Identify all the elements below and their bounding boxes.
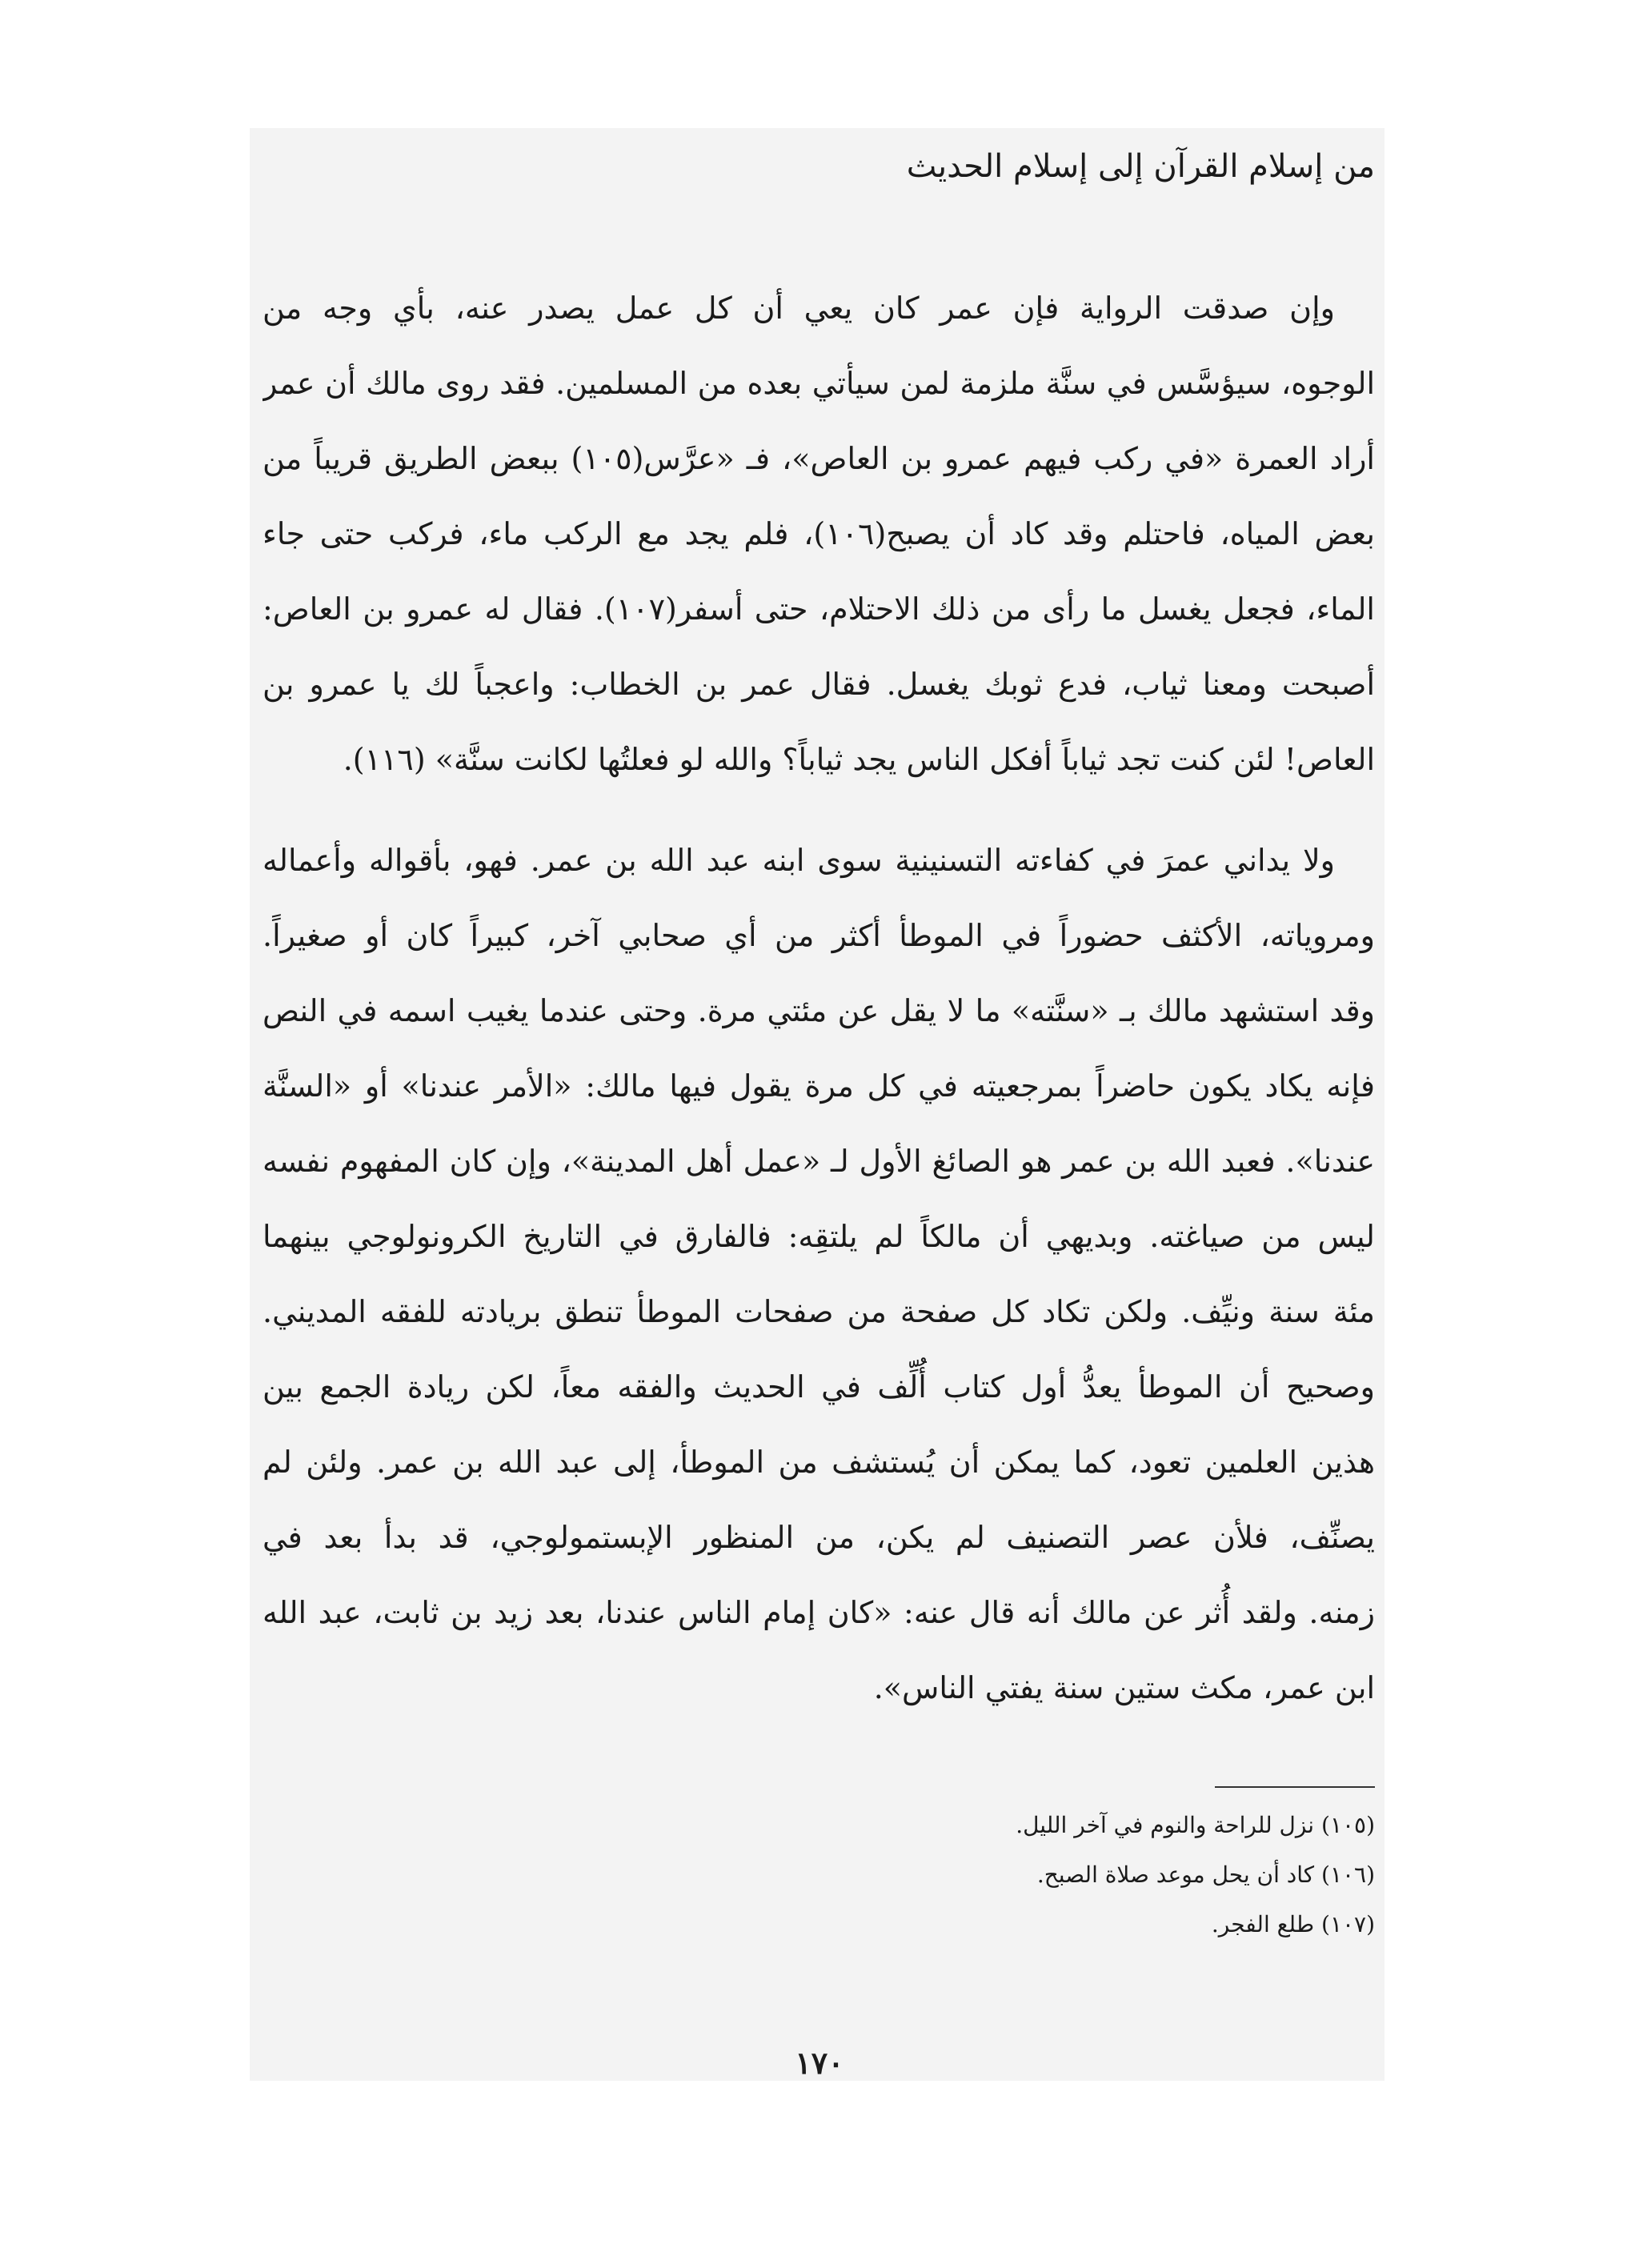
footnotes <box>262 1801 1375 1949</box>
text-line: زمنه. ولقد أُثر عن مالك أنه قال عنه: «كان إمام الناس عندنا، بعد زيد بن ثابت، عبد الله <box>262 1595 1375 1630</box>
text-line: فإنه يكاد يكون حاضراً بمرجعيته في كل مرة يقول فيها مالك: «الأمر عندنا» أو «السنَّة <box>262 1068 1375 1104</box>
text-line: ابن عمر، مكث ستين سنة يفتي الناس». <box>873 1670 1375 1705</box>
text-line: وإن صدقت الرواية فإن عمر كان يعي أن كل عمل يصدر عنه، بأي وجه من <box>262 291 1335 326</box>
text-line: الوجوه، سيؤسَّس في سنَّة ملزمة لمن سيأتي بعده من المسلمين. فقد روى مالك أن عمر <box>262 366 1375 401</box>
running-header: من إسلام القرآن إلى إسلام الحديث <box>906 148 1375 185</box>
footnote: (١٠٧) طلع الفجر. <box>1211 1911 1375 1937</box>
text-line: عندنا». فعبد الله بن عمر هو الصائغ الأول لـ «عمل أهل المدينة»، وإن كان المفهوم نفسه <box>262 1144 1375 1179</box>
body-text <box>262 270 1375 1725</box>
footnote: (١٠٥) نزل للراحة والنوم في آخر الليل. <box>1016 1812 1375 1838</box>
text-line: ولا يداني عمرَ في كفاءته التسنينية سوى ابنه عبد الله بن عمر. فهو، بأقواله وأعماله <box>262 843 1335 878</box>
paragraph-1 <box>262 270 1375 797</box>
text-line: ومروياته، الأكثف حضوراً في الموطأ أكثر من أي صحابي آخر، كبيراً كان أو صغيراً. <box>262 918 1375 953</box>
paragraph-2 <box>262 823 1375 1725</box>
footnote: (١٠٦) كاد أن يحل موعد صلاة الصبح. <box>1036 1861 1375 1888</box>
text-line: هذين العلمين تعود، كما يمكن أن يُستشف من الموطأ، إلى عبد الله بن عمر. ولئن لم <box>262 1445 1375 1480</box>
text-line: مئة سنة ونيِّف. ولكن تكاد كل صفحة من صفحات الموطأ تنطق بريادته للفقه المديني. <box>262 1294 1375 1329</box>
text-line: وقد استشهد مالك بـ «سنَّته» ما لا يقل عن مئتي مرة. وحتى عندما يغيب اسمه في النص <box>262 993 1375 1028</box>
text-line: أصبحت ومعنا ثياب، فدع ثوبك يغسل. فقال عمر بن الخطاب: واعجباً لك يا عمرو بن <box>262 667 1375 702</box>
text-line: العاص! لئن كنت تجد ثياباً أفكل الناس يجد ثياباً؟ والله لو فعلتُها لكانت سنَّة» (١١٦). <box>343 742 1375 777</box>
text-line: يصنِّف، فلأن عصر التصنيف لم يكن، من المنظور الإبستمولوجي، قد بدأ بعد في <box>262 1520 1375 1555</box>
text-line: ليس من صياغته. وبديهي أن مالكاً لم يلتقِه: فالفارق في التاريخ الكرونولوجي بينهما <box>262 1219 1375 1254</box>
text-line: وصحيح أن الموطأ يعدُّ أول كتاب أُلِّف في الحديث والفقه معاً، لكن ريادة الجمع بين <box>262 1369 1375 1404</box>
text-line: أراد العمرة «في ركب فيهم عمرو بن العاص»، فـ «عرَّس(١٠٥) ببعض الطريق قريباً من <box>262 441 1375 476</box>
text-line: بعض المياه، فاحتلم وقد كاد أن يصبح(١٠٦)، فلم يجد مع الركب ماء، فركب حتى جاء <box>262 516 1375 551</box>
page-number: ١٧٠ <box>795 2045 844 2081</box>
footnote-separator <box>1215 1786 1375 1788</box>
text-line: الماء، فجعل يغسل ما رأى من ذلك الاحتلام، حتى أسفر(١٠٧). فقال له عمرو بن العاص: <box>262 591 1375 627</box>
